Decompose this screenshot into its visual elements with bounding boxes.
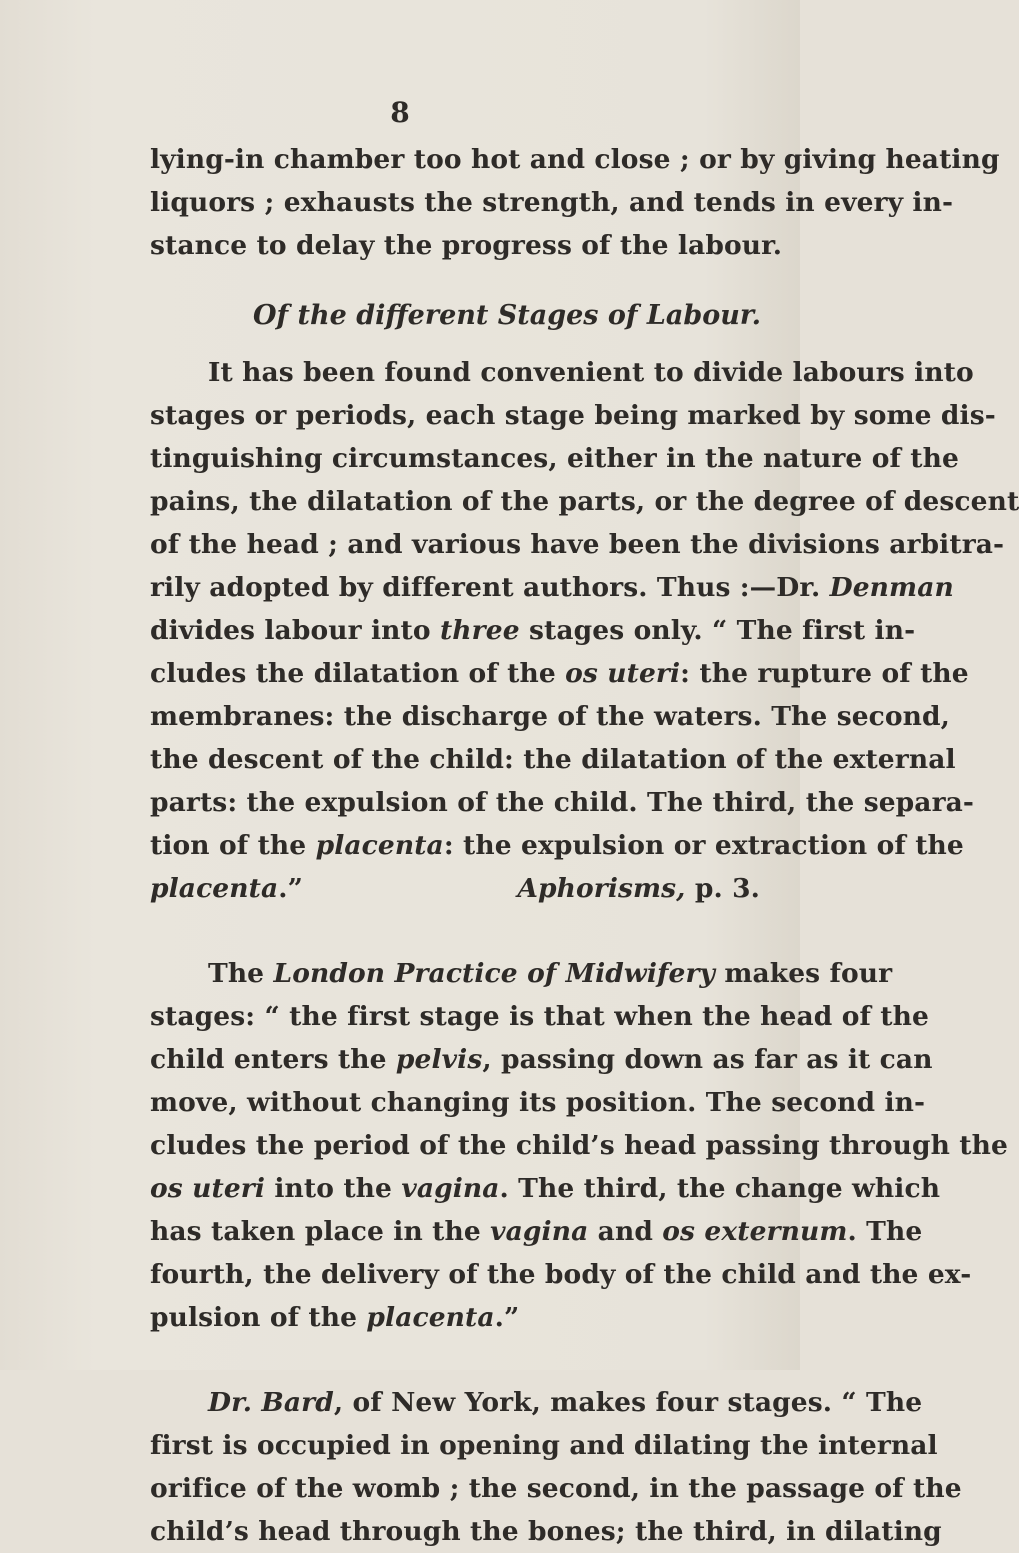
text-line: move, without changing its position. The second in- [150, 1087, 926, 1118]
text-line [150, 952, 893, 995]
italic-word: three [439, 615, 520, 646]
italic-term: os uteri [565, 658, 681, 689]
intro-line-1: lying-in chamber too hot and close ; or by giving heating [150, 144, 1000, 175]
text-span: , of New York, makes four stages. “ The [333, 1387, 923, 1418]
text-line: fourth, the delivery of the body of the child and the ex- [150, 1259, 972, 1290]
text-line [150, 1038, 933, 1081]
text-line [150, 1296, 760, 1339]
italic-term: placenta [150, 873, 279, 904]
text-line: first is occupied in opening and dilating the internal [150, 1430, 938, 1461]
text-line [150, 566, 954, 609]
text-line: child’s head through the bones; the third, in dilating [150, 1516, 942, 1547]
citation [517, 867, 760, 910]
text-span: . The [847, 1216, 923, 1247]
book-title-italic: London Practice of Midwifery [273, 958, 716, 989]
italic-term: vagina [401, 1173, 500, 1204]
text-line: pains, the dilatation of the parts, or the degree of descent [150, 486, 1019, 517]
paragraph-denman [150, 351, 1019, 910]
italic-term: os externum [662, 1216, 848, 1247]
text-span: : the expulsion or extraction of the [443, 830, 964, 861]
text-span: , passing down as far as it can [482, 1044, 933, 1075]
text-line: parts: the expulsion of the child. The third, the separa- [150, 787, 975, 818]
text-line [150, 609, 916, 652]
text-line [150, 1381, 923, 1424]
author-name-italic: Dr. Bard [208, 1387, 334, 1418]
text-span [150, 867, 303, 910]
text-span: .” [278, 873, 303, 904]
text-span: makes four [715, 958, 893, 989]
text-line: the descent of the child: the dilatation of the external [150, 744, 956, 775]
text-line: stages: “ the first stage is that when the head of the [150, 1001, 929, 1032]
text-line: tinguishing circumstances, either in the nature of the [150, 443, 959, 474]
page-number: 8 [390, 96, 410, 129]
text-line [150, 1210, 923, 1253]
italic-term: placenta [315, 830, 444, 861]
text-line: stages or periods, each stage being marked by some dis- [150, 400, 996, 431]
citation-line [150, 867, 760, 910]
text-span: pulsion of the [150, 1302, 367, 1333]
text-line: cludes the period of the child’s head passing through the [150, 1130, 1008, 1161]
text-span: cludes the dilatation of the [150, 658, 566, 689]
text-span: child enters the [150, 1044, 396, 1075]
text-span: The [208, 958, 274, 989]
text-span: divides labour into [150, 615, 440, 646]
text-line [150, 824, 964, 867]
text-span: and [588, 1216, 663, 1247]
intro-line-2: liquors ; exhausts the strength, and tends in every in- [150, 187, 954, 218]
text-line: of the head ; and various have been the divisions arbitra- [150, 529, 1005, 560]
text-span: .” [494, 1302, 520, 1333]
text-line [150, 652, 969, 695]
italic-term: os uteri [150, 1173, 266, 1204]
text-line: membranes: the discharge of the waters. The second, [150, 701, 951, 732]
text-line [150, 1167, 941, 1210]
text-span: . The third, the change which [499, 1173, 941, 1204]
italic-term: placenta [366, 1302, 495, 1333]
text-span: into the [265, 1173, 402, 1204]
text-span: stages only. “ The first in- [519, 615, 916, 646]
text-span: has taken place in the [150, 1216, 491, 1247]
text-line: It has been found convenient to divide labours into [208, 357, 974, 388]
text-span: tion of the [150, 830, 316, 861]
paragraph-london-practice [150, 952, 1008, 1339]
author-name-italic: Denman [829, 572, 954, 603]
citation-page: p. 3. [685, 873, 760, 904]
page-text [150, 138, 1019, 1553]
text-line: orifice of the womb ; the second, in the passage of the [150, 1473, 962, 1504]
paragraph-bard [150, 1381, 962, 1553]
text-span: : the rupture of the [680, 658, 969, 689]
intro-line-3: stance to delay the progress of the labour. [150, 230, 783, 261]
citation-title: Aphorisms, [517, 873, 686, 904]
section-heading: Of the different Stages of Labour. [253, 300, 762, 331]
italic-term: vagina [490, 1216, 589, 1247]
italic-term: pelvis [395, 1044, 483, 1075]
text-span: rily adopted by different authors. Thus :—Dr. [150, 572, 830, 603]
